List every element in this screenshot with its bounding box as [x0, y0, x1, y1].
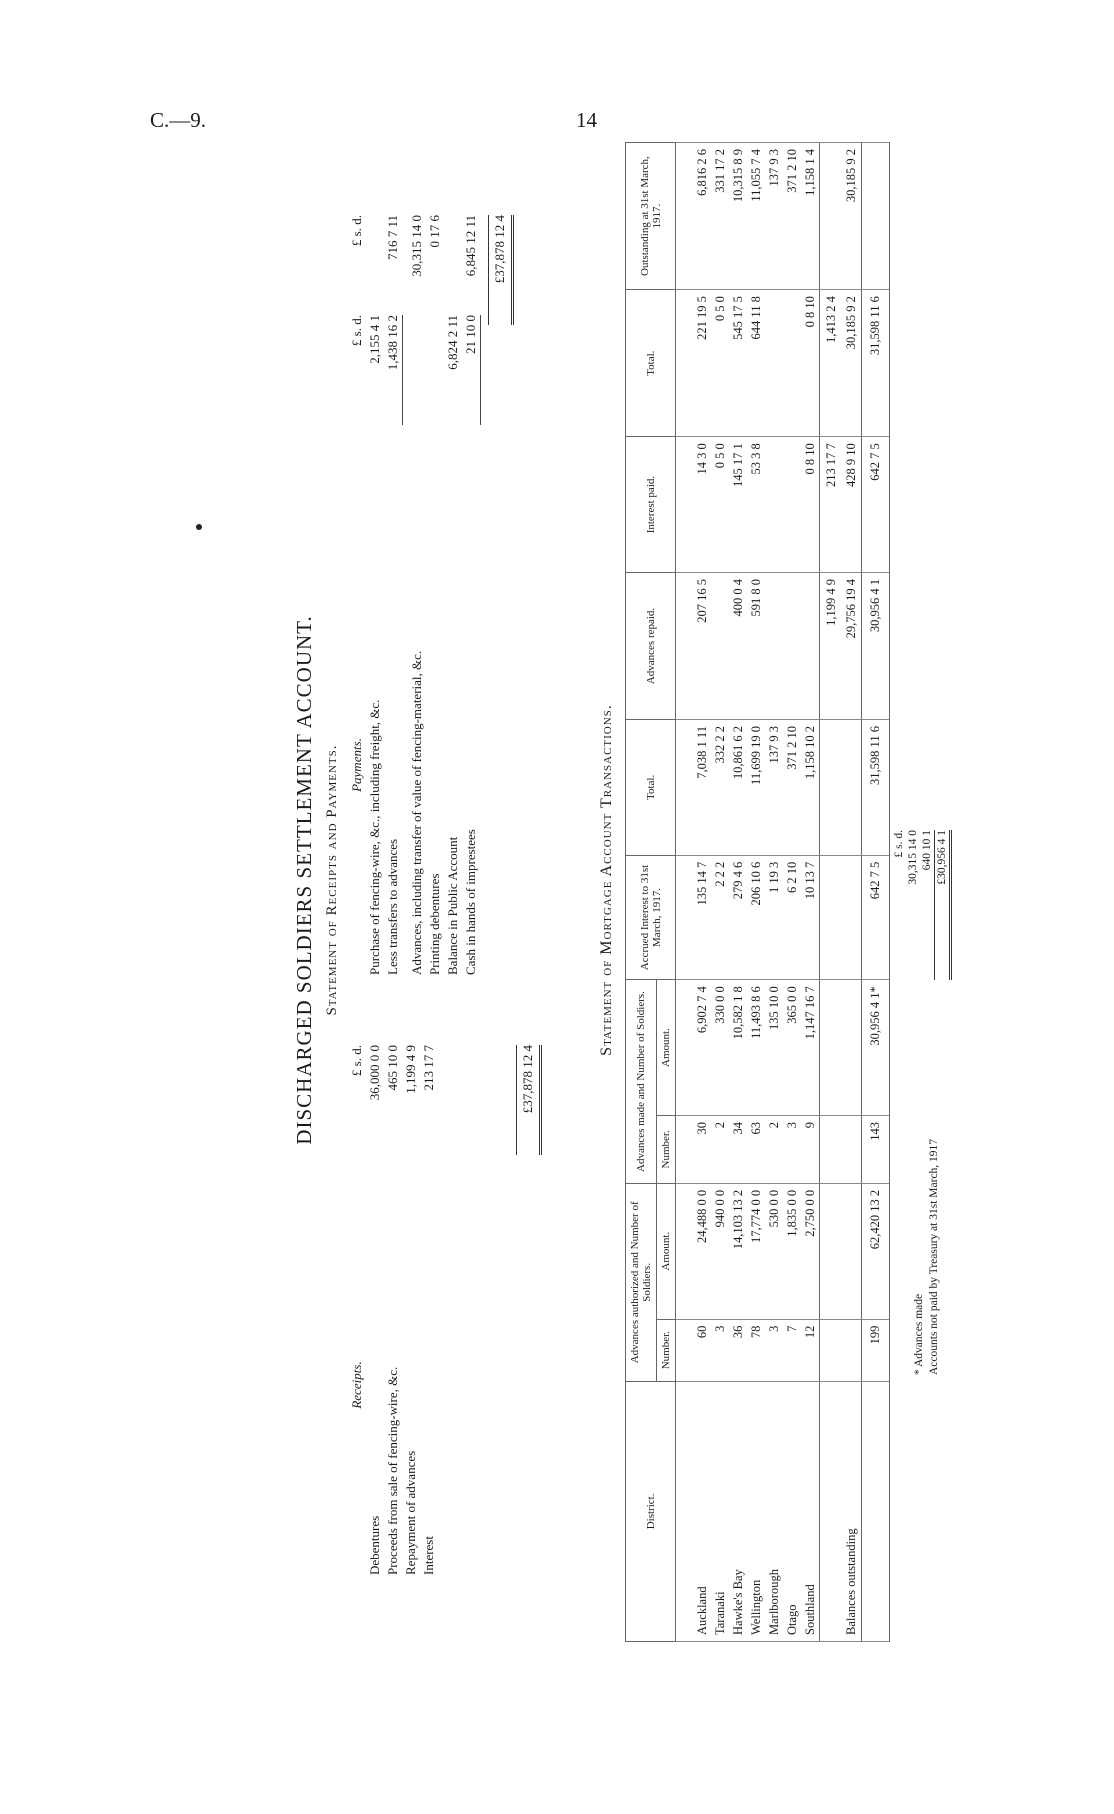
statement2-title: Statement of Mortgage Account Transactions. [598, 704, 615, 1056]
cell-made-no: 143 [861, 1115, 889, 1183]
cell-accrued: 642 7 5 [861, 855, 889, 979]
cell-made-no: 3 [784, 1115, 802, 1183]
cell-repaid: 30,956 4 1 [861, 572, 889, 719]
mortgage-table [625, 142, 890, 1642]
cell-int-paid: 14 3 0 [694, 437, 712, 573]
payment-label: Purchase of fencing-wire, &c., including freight, &c. [367, 699, 382, 975]
payment-amount-2: 30,315 14 0 [409, 215, 424, 277]
cell-total: 371 2 10 [784, 720, 802, 856]
cell-repaid: 400 0 4 [730, 572, 748, 719]
cell-district: Otago [784, 1381, 802, 1641]
table-row [802, 143, 820, 1642]
cell-auth-no [820, 1319, 844, 1381]
page-ref: C.—9. [150, 108, 207, 132]
table-row [748, 143, 766, 1642]
cell-repaid: 1,199 4 9 [820, 572, 844, 719]
cell-auth-no: 199 [861, 1319, 889, 1381]
payment-amount-2: 0 17 6 [427, 215, 442, 248]
cell-int-paid: 428 9 10 [843, 437, 861, 573]
cell-made-amt: 6,902 7 4 [694, 980, 712, 1116]
cell-auth-amt: 24,488 0 0 [694, 1183, 712, 1319]
table-row [766, 143, 784, 1642]
cell-made-no: 2 [712, 1115, 730, 1183]
payments-heading: Payments. [349, 738, 364, 792]
cell-repaid [712, 572, 730, 719]
cell-total2: 545 17 5 [730, 290, 748, 437]
cell-total: 11,699 19 0 [748, 720, 766, 856]
cell-district: Hawke's Bay [730, 1381, 748, 1641]
cell-district: Balances outstanding [843, 1381, 861, 1641]
cell-district: Auckland [694, 1381, 712, 1641]
cell-total [820, 720, 844, 856]
cell-district: Taranaki [712, 1381, 730, 1641]
footnote-amount1: 30,315 14 0 [907, 830, 919, 885]
payment-label: Cash in hands of imprestees [463, 829, 478, 975]
receipt-label: Debentures [367, 1515, 382, 1575]
cell-outstanding: 10,315 8 9 [730, 143, 748, 290]
mortgage-table-body [676, 143, 890, 1642]
balances-row [843, 143, 861, 1642]
cell-total: 7,038 1 11 [694, 720, 712, 856]
table-row [784, 143, 802, 1642]
receipt-amount: 213 17 7 [421, 1045, 436, 1091]
payment-amount-1: 2,155 4 1 [367, 315, 382, 364]
cell-total: 10,861 6 2 [730, 720, 748, 856]
cell-int-paid: 642 7 5 [861, 437, 889, 573]
cell-auth-amt [820, 1183, 844, 1319]
cell-accrued [843, 855, 861, 979]
cell-outstanding: 11,055 7 4 [748, 143, 766, 290]
col-repaid: Advances repaid. [626, 572, 676, 719]
col-made-amount: Amount. [657, 980, 676, 1116]
table-row [730, 143, 748, 1642]
col-made: Advances made and Number of Soldiers. [626, 980, 657, 1184]
cell-int-paid: 213 17 7 [820, 437, 844, 573]
cell-total2: 221 19 5 [694, 290, 712, 437]
cell-repaid [766, 572, 784, 719]
payment-amount-2: 6,845 12 11 [463, 215, 478, 277]
footnote-total: £30,956 4 1 [934, 830, 952, 980]
cell-total2 [766, 290, 784, 437]
payments-section [348, 215, 514, 975]
cell-auth-amt: 1,835 0 0 [784, 1183, 802, 1319]
payment-amount-2: 716 7 11 [385, 215, 400, 261]
receipt-amount: 1,199 4 9 [403, 1045, 418, 1094]
col-district: District. [626, 1381, 676, 1641]
col-made-number: Number. [657, 1115, 676, 1183]
cell-total [843, 720, 861, 856]
payment-label: Printing debentures [427, 873, 442, 975]
cell-total2: 31,598 11 6 [861, 290, 889, 437]
cell-auth-no: 7 [784, 1319, 802, 1381]
cell-repaid: 29,756 19 4 [843, 572, 861, 719]
cell-district [820, 1381, 844, 1641]
cell-made-no: 63 [748, 1115, 766, 1183]
col-interest-paid: Interest paid. [626, 437, 676, 573]
payment-label: Less transfers to advances [385, 838, 400, 975]
cell-made-amt [843, 980, 861, 1116]
cell-accrued: 10 13 7 [802, 855, 820, 979]
cell-auth-amt: 14,103 13 2 [730, 1183, 748, 1319]
cell-total2: 644 11 8 [748, 290, 766, 437]
cell-total2: 0 8 10 [802, 290, 820, 437]
cell-int-paid: 145 17 1 [730, 437, 748, 573]
cell-auth-no [843, 1319, 861, 1381]
cell-made-amt: 1,147 16 7 [802, 980, 820, 1116]
cell-repaid [784, 572, 802, 719]
cell-outstanding: 331 17 2 [712, 143, 730, 290]
cell-outstanding: 371 2 10 [784, 143, 802, 290]
col-total: Total. [626, 720, 676, 856]
cell-made-no: 9 [802, 1115, 820, 1183]
document-title: DISCHARGED SOLDIERS SETTLEMENT ACCOUNT. [292, 615, 316, 1145]
cell-district: Marlborough [766, 1381, 784, 1641]
payment-amount-1: 21 10 0 [462, 315, 481, 425]
cell-district: Southland [802, 1381, 820, 1641]
cell-auth-amt: 940 0 0 [712, 1183, 730, 1319]
cell-auth-no: 36 [730, 1319, 748, 1381]
receipts-currency-header: £ s. d. [349, 1045, 364, 1077]
cell-auth-no: 78 [748, 1319, 766, 1381]
cell-accrued: 6 2 10 [784, 855, 802, 979]
ink-dot [196, 524, 202, 530]
cell-outstanding: 30,185 9 2 [843, 143, 861, 290]
cell-total: 137 9 3 [766, 720, 784, 856]
page-number: 14 [576, 108, 597, 132]
cell-total2: 1,413 2 4 [820, 290, 844, 437]
cell-auth-amt: 62,420 13 2 [861, 1183, 889, 1319]
statement1-title: Statement of Receipts and Payments. [324, 744, 340, 1016]
payments-total: £37,878 12 4 [488, 215, 514, 325]
payment-label: Balance in Public Account [445, 836, 460, 975]
cell-auth-amt: 2,750 0 0 [802, 1183, 820, 1319]
cell-accrued: 1 19 3 [766, 855, 784, 979]
cell-outstanding: 6,816 2 6 [694, 143, 712, 290]
receipts-heading: Receipts. [349, 1361, 364, 1409]
cell-int-paid: 0 5 0 [712, 437, 730, 573]
rotated-document [280, 80, 970, 1680]
cell-made-no [820, 1115, 844, 1183]
cell-made-amt: 135 10 0 [766, 980, 784, 1116]
receipt-label: Repayment of advances [403, 1450, 418, 1575]
col-total2: Total. [626, 290, 676, 437]
payment-amount-1: 1,438 16 2 [384, 315, 403, 425]
cell-district [861, 1381, 889, 1641]
cell-int-paid [784, 437, 802, 573]
cell-repaid [802, 572, 820, 719]
receipt-amount: 36,000 0 0 [367, 1045, 382, 1101]
payment-amount-1: 6,824 2 11 [445, 315, 460, 370]
cell-int-paid: 53 3 8 [748, 437, 766, 573]
table-row [694, 143, 712, 1642]
footnote-amount2: 640 10 1 [921, 830, 933, 871]
col-authorized: Advances authorized and Number of Soldiers. [626, 1183, 657, 1381]
receipt-amount: 465 10 0 [385, 1045, 400, 1091]
cell-total2: 30,185 9 2 [843, 290, 861, 437]
cell-auth-amt [843, 1183, 861, 1319]
table-row [712, 143, 730, 1642]
subtotal-row [820, 143, 844, 1642]
cell-total: 1,158 10 2 [802, 720, 820, 856]
cell-auth-no: 3 [712, 1319, 730, 1381]
cell-made-amt: 365 0 0 [784, 980, 802, 1116]
cell-made-no: 30 [694, 1115, 712, 1183]
cell-accrued: 279 4 6 [730, 855, 748, 979]
cell-made-amt: 30,956 4 1* [861, 980, 889, 1116]
cell-total: 31,598 11 6 [861, 720, 889, 856]
cell-auth-no: 12 [802, 1319, 820, 1381]
payments-currency-header-1: £ s. d. [349, 315, 364, 347]
cell-repaid: 591 8 0 [748, 572, 766, 719]
col-accrued: Accrued Interest to 31st March, 1917. [626, 855, 676, 979]
cell-accrued [820, 855, 844, 979]
cell-int-paid [766, 437, 784, 573]
totals-row [861, 143, 889, 1642]
receipts-total: £37,878 12 4 [516, 1045, 542, 1155]
cell-made-amt [820, 980, 844, 1116]
receipt-label: Interest [421, 1536, 436, 1575]
cell-accrued: 2 2 2 [712, 855, 730, 979]
col-auth-amount: Amount. [657, 1183, 676, 1319]
receipt-label: Proceeds from sale of fencing-wire, &c. [385, 1366, 400, 1575]
col-auth-number: Number. [657, 1319, 676, 1381]
cell-auth-no: 60 [694, 1319, 712, 1381]
cell-made-no: 2 [766, 1115, 784, 1183]
cell-district: Wellington [748, 1381, 766, 1641]
payment-label: Advances, including transfer of value of fencing-material, &c. [409, 650, 424, 975]
cell-auth-amt: 530 0 0 [766, 1183, 784, 1319]
cell-made-amt: 330 0 0 [712, 980, 730, 1116]
cell-made-no: 34 [730, 1115, 748, 1183]
cell-outstanding: 1,158 1 4 [802, 143, 820, 290]
cell-int-paid: 0 8 10 [802, 437, 820, 573]
cell-made-amt: 10,582 1 8 [730, 980, 748, 1116]
cell-total: 332 2 2 [712, 720, 730, 856]
footnote-line2: Accounts not paid by Treasury at 31st March, 1917 [928, 1138, 940, 1375]
cell-made-no [843, 1115, 861, 1183]
cell-accrued: 206 10 6 [748, 855, 766, 979]
cell-made-amt: 11,493 8 6 [748, 980, 766, 1116]
payments-currency-header-2: £ s. d. [349, 215, 364, 247]
footnote-line1: * Advances made [913, 1293, 925, 1375]
cell-total2 [784, 290, 802, 437]
footnote-amounts [892, 830, 952, 980]
footnote [912, 1139, 942, 1375]
cell-outstanding: 137 9 3 [766, 143, 784, 290]
receipts-section [348, 1045, 542, 1575]
cell-total2: 0 5 0 [712, 290, 730, 437]
cell-auth-no: 3 [766, 1319, 784, 1381]
cell-outstanding [820, 143, 844, 290]
col-outstanding: Outstanding at 31st March, 1917. [626, 143, 676, 290]
cell-outstanding [861, 143, 889, 290]
cell-accrued: 135 14 7 [694, 855, 712, 979]
footnote-currency-header: £ s. d. [893, 830, 905, 858]
cell-repaid: 207 16 5 [694, 572, 712, 719]
cell-auth-amt: 17,774 0 0 [748, 1183, 766, 1319]
